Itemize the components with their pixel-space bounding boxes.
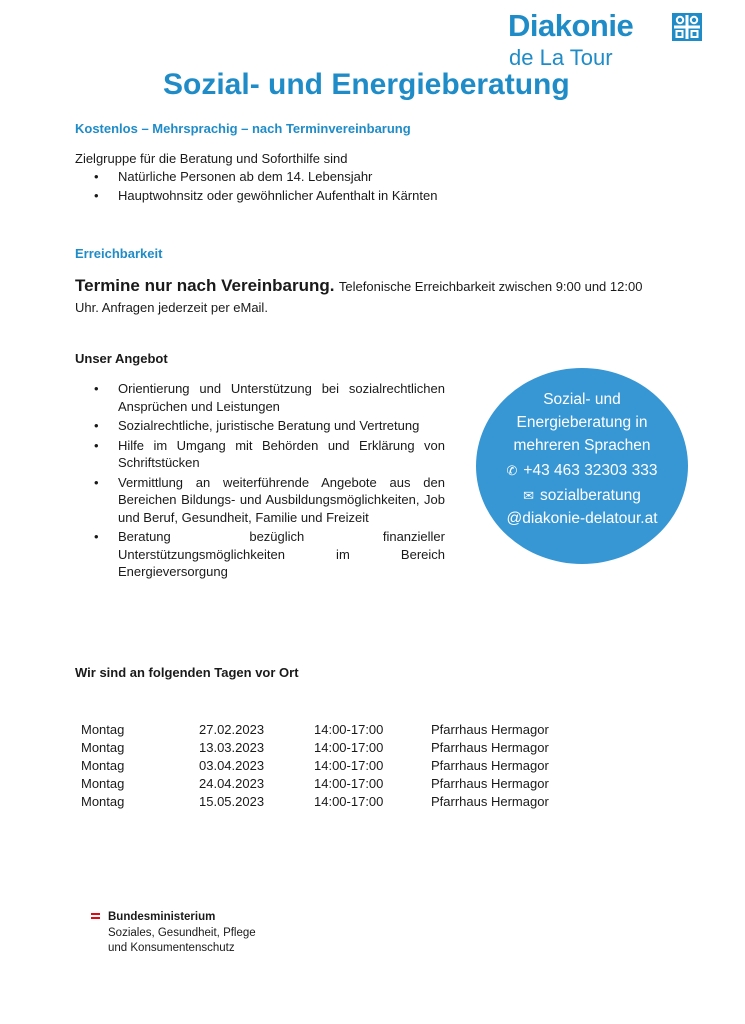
schedule-time: 14:00-17:00 bbox=[314, 776, 384, 791]
table-row bbox=[81, 793, 571, 811]
contact-email-domain[interactable]: @diakonie-delatour.at bbox=[506, 510, 658, 527]
bullet-icon: • bbox=[94, 187, 99, 203]
list-item: • Natürliche Personen ab dem 14. Lebensjahr bbox=[94, 169, 373, 184]
schedule-date: 15.05.2023 bbox=[199, 794, 265, 809]
diakonie-logo-mark-icon bbox=[672, 13, 702, 41]
schedule-place: Pfarrhaus Hermagor bbox=[431, 758, 549, 773]
schedule-time: 14:00-17:00 bbox=[314, 758, 384, 773]
schedule-date: 03.04.2023 bbox=[199, 758, 265, 773]
schedule-date: 24.04.2023 bbox=[199, 776, 265, 791]
availability-text bbox=[75, 276, 675, 317]
schedule-place: Pfarrhaus Hermagor bbox=[431, 776, 549, 791]
bullet-icon: • bbox=[94, 474, 99, 490]
table-row bbox=[81, 757, 571, 775]
schedule-place: Pfarrhaus Hermagor bbox=[431, 740, 549, 755]
list-item: • Orientierung und Unterstützung bei sozialrechtlichen Ansprüchen und Leistungen bbox=[94, 381, 445, 414]
circle-line2: Energieberatung in bbox=[516, 414, 648, 431]
list-item: • Vermittlung an weiterführende Angebote aus den Bereichen Bildungs- und Ausbildungsmöglichkeiten, Job und Beruf, Gesundheit, Familie und Freizeit bbox=[94, 474, 445, 525]
contact-phone[interactable]: ✆ +43 463 32303 333 bbox=[506, 462, 658, 479]
availability-line2: Uhr. Anfragen jederzeit per eMail. bbox=[75, 300, 268, 315]
austria-flag-icon bbox=[91, 913, 100, 919]
schedule-day: Montag bbox=[81, 722, 125, 737]
table-row bbox=[81, 739, 571, 757]
schedule-day: Montag bbox=[81, 758, 125, 773]
availability-heading: Erreichbarkeit bbox=[75, 246, 163, 261]
schedule-place: Pfarrhaus Hermagor bbox=[431, 794, 549, 809]
bullet-icon: • bbox=[94, 381, 99, 396]
circle-line3: mehreren Sprachen bbox=[513, 437, 651, 454]
target-group-intro: Zielgruppe für die Beratung und Soforthilfe sind bbox=[75, 151, 348, 166]
circle-line1: Sozial- und bbox=[543, 391, 621, 408]
schedule-time: 14:00-17:00 bbox=[314, 722, 384, 737]
page-title: Sozial- und Energieberatung bbox=[163, 68, 570, 101]
diakonie-logo-wordmark: Diakonie bbox=[508, 8, 634, 43]
table-row bbox=[81, 775, 571, 793]
schedule-day: Montag bbox=[81, 740, 125, 755]
schedule-date: 27.02.2023 bbox=[199, 722, 265, 737]
contact-email[interactable]: ✉ sozialberatung bbox=[523, 487, 641, 504]
offer-list bbox=[91, 380, 445, 583]
list-item: • Hauptwohnsitz oder gewöhnlicher Aufenthalt in Kärnten bbox=[94, 187, 438, 203]
bullet-icon: • bbox=[94, 169, 99, 184]
schedule-date: 13.03.2023 bbox=[199, 740, 265, 755]
schedule-day: Montag bbox=[81, 794, 125, 809]
diakonie-logo-location: de La Tour bbox=[509, 45, 613, 70]
list-item: • Beratung bezüglich finanzieller Unterstützungsmöglichkeiten im Bereich Energieversorgung bbox=[94, 529, 445, 579]
ministry-name: Bundesministerium bbox=[108, 911, 216, 923]
target-group-list bbox=[91, 168, 511, 204]
availability-strong: Termine nur nach Vereinbarung. bbox=[75, 276, 335, 295]
schedule-table bbox=[81, 721, 571, 811]
list-item: • Sozialrechtliche, juristische Beratung und Vertretung bbox=[94, 418, 420, 433]
schedule-place: Pfarrhaus Hermagor bbox=[431, 722, 549, 737]
offer-heading: Unser Angebot bbox=[75, 351, 168, 366]
bullet-icon: • bbox=[94, 437, 99, 453]
schedule-day: Montag bbox=[81, 776, 125, 791]
availability-line1: Telefonische Erreichbarkeit zwischen 9:00 und 12:00 bbox=[338, 279, 643, 294]
contact-circle bbox=[476, 368, 688, 564]
bullet-icon: • bbox=[94, 418, 99, 433]
schedule-time: 14:00-17:00 bbox=[314, 794, 384, 809]
tagline: Kostenlos – Mehrsprachig – nach Terminvereinbarung bbox=[75, 121, 411, 136]
schedule-heading: Wir sind an folgenden Tagen vor Ort bbox=[75, 665, 299, 680]
ministry-department: Soziales, Gesundheit, Pflege und Konsumentenschutz bbox=[108, 927, 256, 954]
bullet-icon: • bbox=[94, 529, 99, 544]
schedule-time: 14:00-17:00 bbox=[314, 740, 384, 755]
phone-icon: ✆ bbox=[506, 463, 518, 478]
table-row bbox=[81, 721, 571, 739]
list-item: • Hilfe im Umgang mit Behörden und Erklärung von Schriftstücken bbox=[94, 437, 445, 470]
envelope-icon: ✉ bbox=[523, 488, 535, 503]
